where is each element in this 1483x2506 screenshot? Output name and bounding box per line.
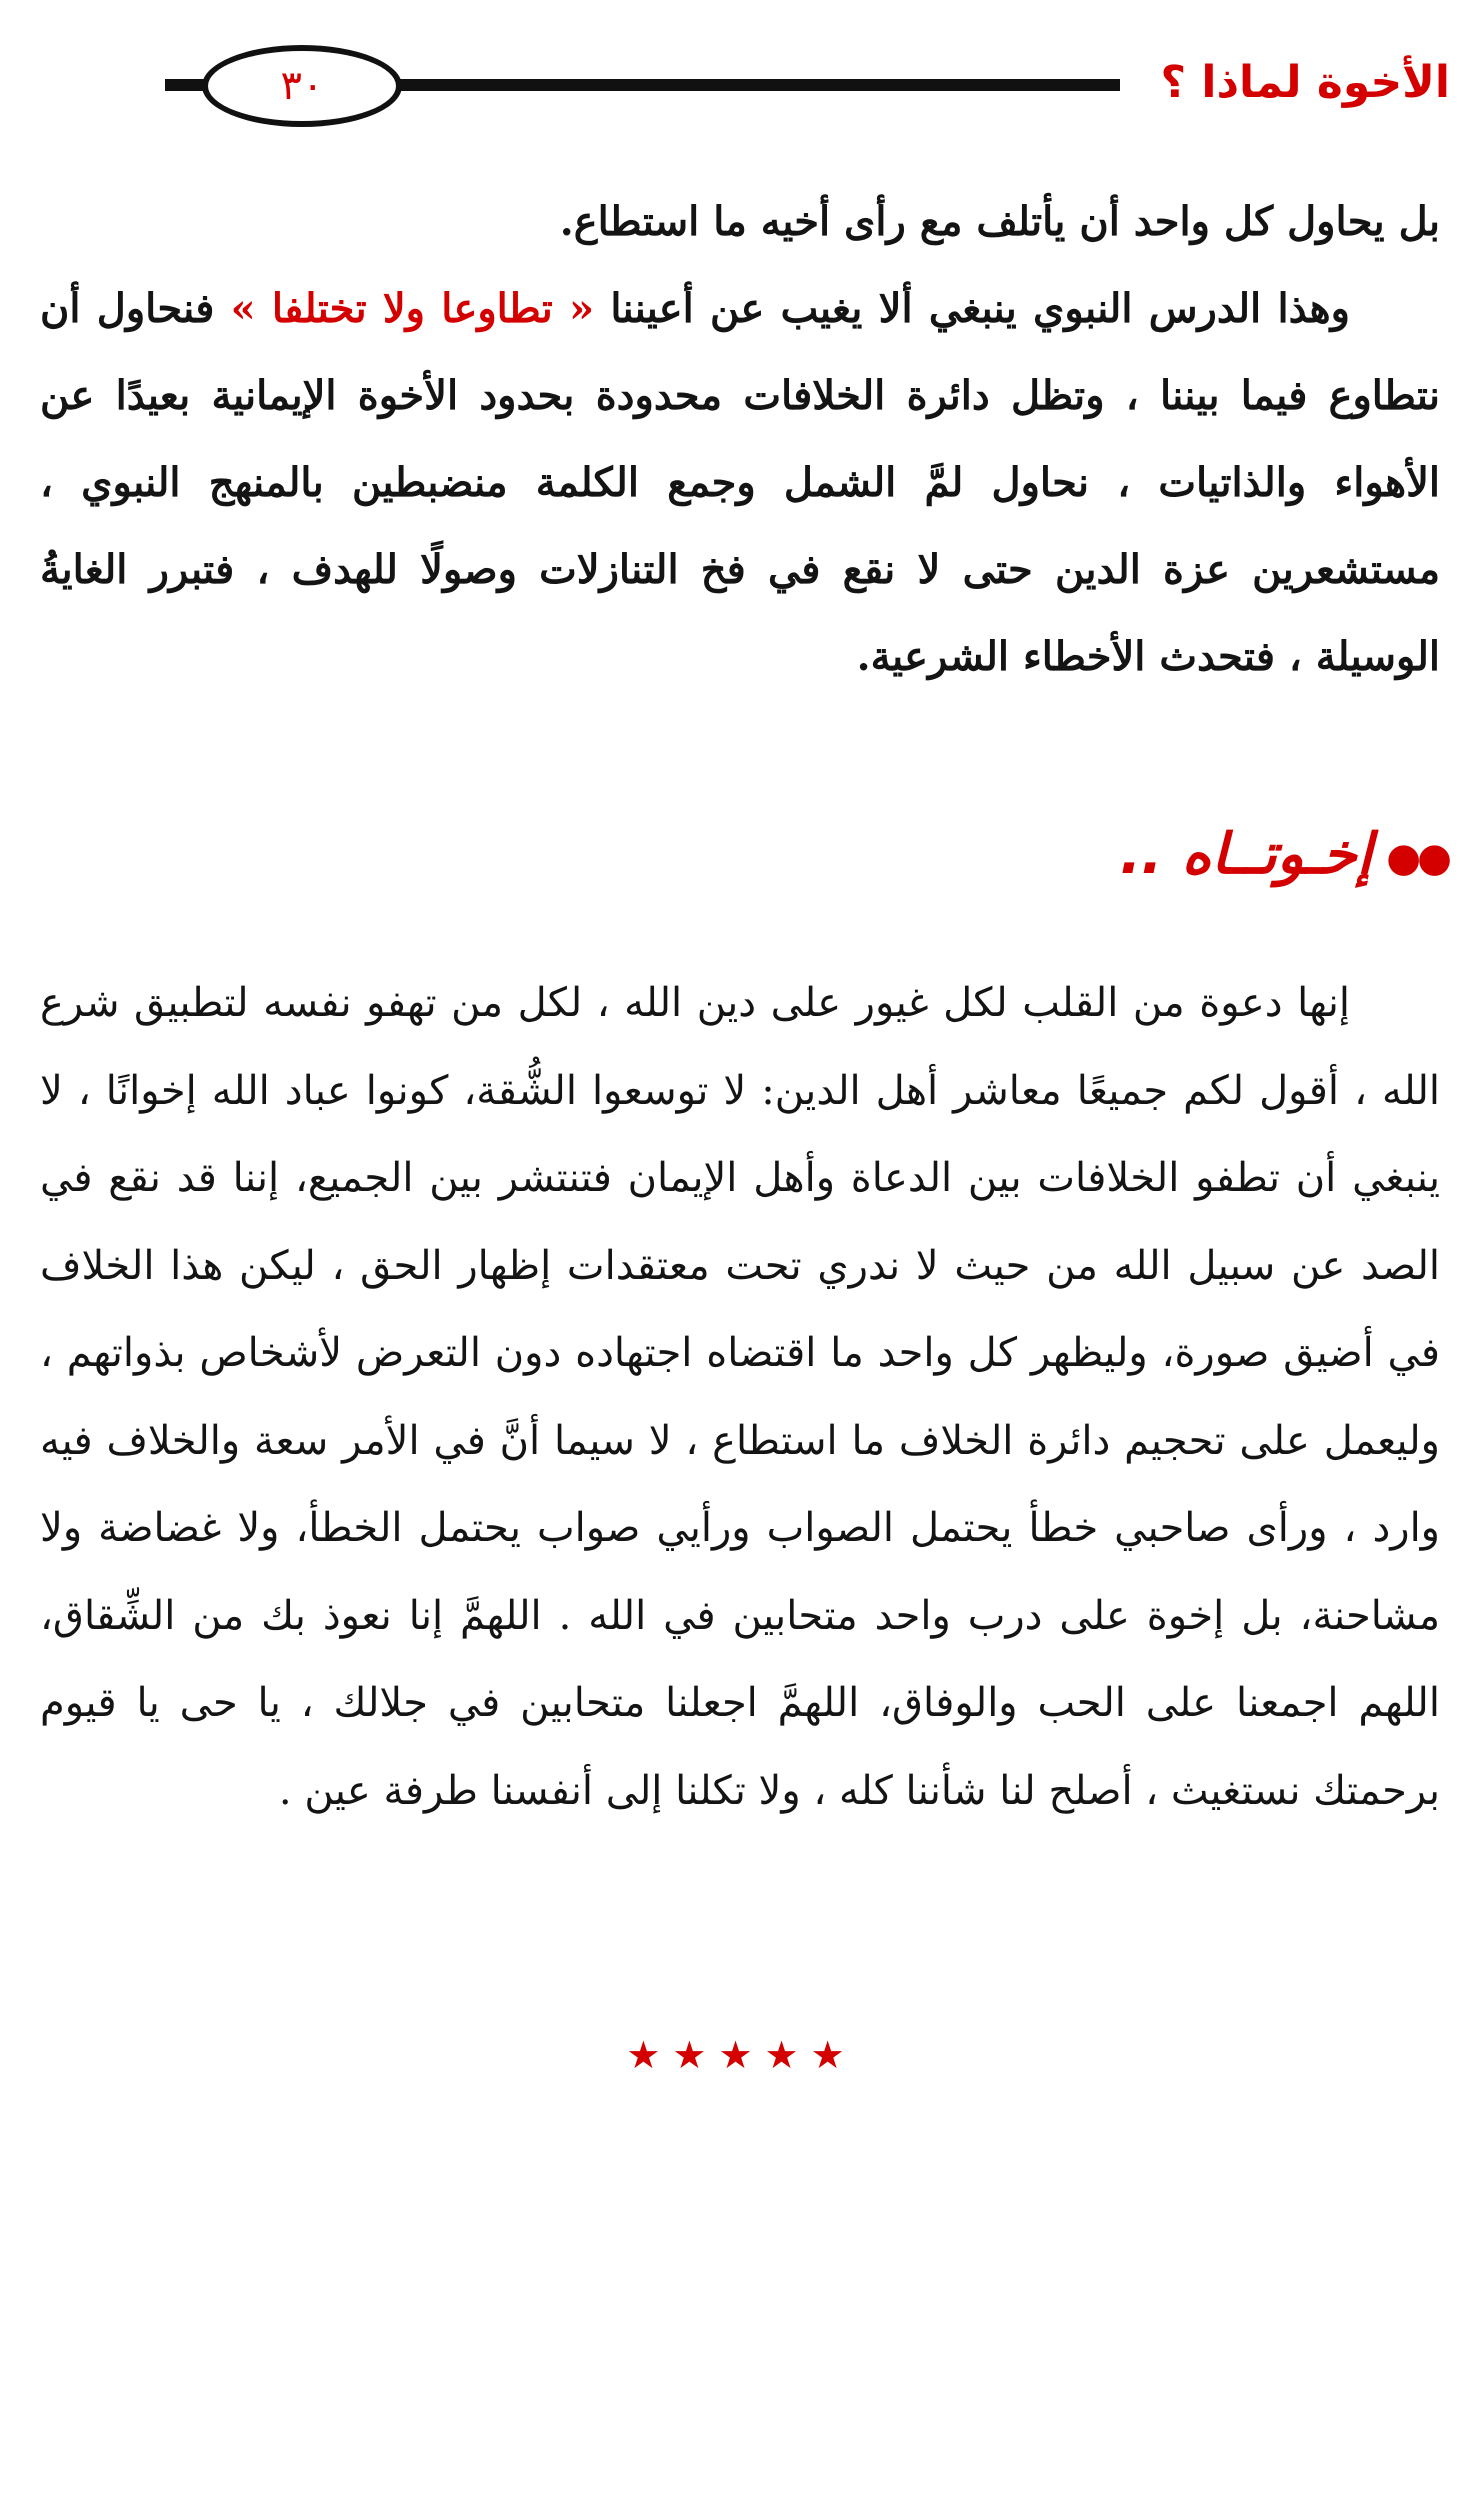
main-text xyxy=(40,960,1440,1835)
top-text xyxy=(40,178,1440,700)
paragraph: إنها دعوة من القلب لكل غيور على دين الله ، لكل من تهفو نفسه لتطبيق شرع الله ، أقول لكم جميعًا معاشر أهل الدين: لا توسعوا الشُّقة، كونوا عباد الله إخوانًا ، لا ينبغي أن تطفو الخلافات بين الدعاة وأهل الإيمان فتنتشر بين الجميع، إننا قد نقع في الصد عن سبيل الله من حيث لا ندري تحت معتقدات إظهار الحق ، ليكن هذا الخلاف في أضيق صورة، وليظهر كل واحد ما اقتضاه اجتهاده دون التعرض لأشخاص بذواتهم ، وليعمل على تحجيم دائرة الخلاف ما استطاع ، لا سيما أنَّ في الأمر سعة والخلاف فيه وارد ، ورأى صاحبي خطأ يحتمل الصواب ورأيي صواب يحتمل الخطأ، ولا غضاضة ولا مشاحنة، بل إخوة على درب واحد متحابين في الله . اللهمَّ إنا نعوذ بك من الشِّقاق، اللهم اجمعنا على الحب والوفاق، اللهمَّ اجعلنا متحابين في جلالك ، يا حى يا قيوم برحمتك نستغيث ، أصلح لنا شأننا كله ، ولا تكلنا إلى أنفسنا طرفة عين . xyxy=(40,980,1441,1814)
section-heading xyxy=(1120,820,1448,893)
paragraph-text: فنحاول أن نتطاوع فيما بيننا ، وتظل دائرة الخلافات محدودة بحدود الأخوة الإيمانية بعيدًا عن الأهواء والذاتيات ، نحاول لمَّ الشمل وجمع الكلمة منضبطين بالمنهج النبوي ، مستشعرين عزة الدين حتى لا نقع في فخ التنازلات وصولًا للهدف ، فتبرر الغايةُ الوسيلة ، فتحدث الأخطاء الشرعية. xyxy=(40,285,1440,680)
running-header xyxy=(40,45,1450,135)
hadith-quote: « تطاوعا ولا تختلفا » xyxy=(230,285,595,332)
page-number: ٣٠ xyxy=(202,45,402,127)
stars-ornament: ★★★★★ xyxy=(626,2033,857,2077)
paragraph xyxy=(40,265,1440,700)
heading-text: إخـوتــاه .. xyxy=(1119,822,1373,887)
paragraph-text: وهذا الدرس النبوي ينبغي ألا يغيب عن أعيننا xyxy=(610,285,1350,332)
text-line: بل يحاول كل واحد أن يأتلف مع رأى أخيه ما استطاع. xyxy=(559,198,1440,245)
heading-bullet-icon: ●● xyxy=(1386,834,1448,881)
book-title: الأخوة لماذا ؟ xyxy=(1160,57,1450,108)
